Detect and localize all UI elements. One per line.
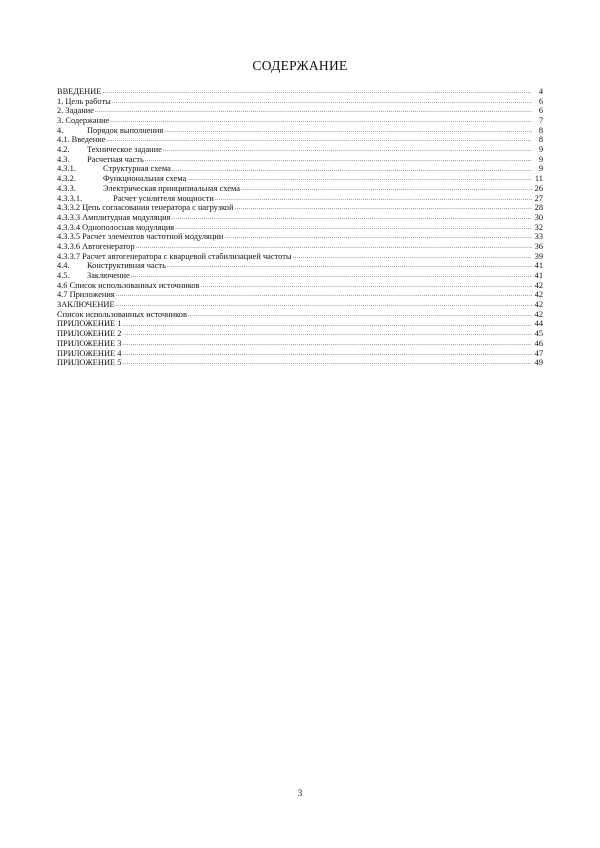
toc-leader-dots [167,261,532,271]
toc-leader-dots [187,174,532,184]
toc-entry[interactable] [57,213,543,223]
toc-leader-dots [172,165,532,175]
toc-entry[interactable] [57,261,543,271]
toc-entry-page: 30 [534,212,543,222]
toc-entry[interactable] [57,97,543,107]
toc-entry[interactable] [57,106,543,116]
toc-entry-page: 9 [538,154,543,164]
page-number: 3 [297,788,303,798]
toc-entry[interactable] [57,174,543,184]
toc-entry-number: 4.3.3. [57,183,76,193]
toc-leader-dots [175,223,532,233]
toc-entry-label: ПРИЛОЖЕНИЕ 3 [57,338,122,348]
toc-entry[interactable] [57,155,543,165]
toc-entry-page: 36 [534,242,543,251]
toc-entry-page: 44 [534,319,543,329]
toc-entry[interactable] [57,135,543,145]
toc-entry-label: 3. Содержание [57,116,110,126]
toc-entry[interactable] [57,349,543,359]
toc-entry-page: 32 [534,222,543,232]
toc-entry-number: 4.3.3.1. [57,193,83,203]
toc-entry-number: 4. [57,125,64,135]
toc-entry[interactable] [57,184,543,194]
toc-entry-page: 41 [534,271,543,281]
toc-entry-page: 9 [538,145,543,155]
toc-leader-dots [131,271,532,281]
toc-entry-label: Структурная схема [103,164,171,174]
toc-leader-dots [201,281,533,291]
toc-entry-label: ПРИЛОЖЕНИЕ 4 [57,348,122,358]
toc-entry-label: 4.3.3.6 Автогенератор [57,242,135,251]
toc-leader-dots [241,184,532,194]
toc-entry[interactable] [57,290,543,300]
toc-entry[interactable] [57,126,543,136]
toc-leader-dots [188,310,532,320]
toc-entry-label: 4.3.3.3 Амплитудная модуляция [57,212,171,222]
toc-entry-page: 42 [534,300,543,310]
toc-entry-number: 4.3.2. [57,174,76,184]
toc-entry-label: 4.1. Введение [57,135,106,145]
toc-entry-page: 33 [534,232,543,242]
toc-entry[interactable] [57,329,543,339]
page-title: СОДЕРЖАНИЕ [252,58,348,73]
toc-entry-label: 4.6 Список использованных источников [57,280,200,290]
toc-leader-dots [95,106,532,116]
toc-entry-label: 4.3.3.5 Расчет элементов частотной модуляции [57,232,224,242]
toc-entry-page: 4 [538,87,543,96]
toc-entry[interactable] [57,87,543,97]
toc-leader-dots [164,126,532,136]
toc-leader-dots [234,203,532,213]
toc-entry-page: 6 [538,96,543,106]
toc-leader-dots [112,97,532,107]
toc-entry-page: 6 [538,106,543,116]
toc-entry-label: Расчетная часть [87,154,144,164]
toc-entry-page: 49 [534,358,543,368]
toc-entry-label: ПРИЛОЖЕНИЕ 5 [57,358,122,368]
toc-leader-dots [106,135,532,145]
toc-entry[interactable] [57,252,543,262]
toc-entry[interactable] [57,223,543,233]
toc-entry-number: 4.3.1. [57,164,76,174]
toc-entry[interactable] [57,358,543,368]
toc-leader-dots [122,329,532,339]
toc-leader-dots [145,155,532,165]
toc-leader-dots [224,232,532,242]
toc-entry[interactable] [57,310,543,320]
toc-leader-dots [122,320,532,330]
toc-entry-label: 1. Цель работы [57,96,111,106]
toc-entry[interactable] [57,165,543,175]
toc-entry-page: 28 [534,203,543,213]
toc-entry-label: Заключение [87,271,130,281]
toc-entry-label: Конструктивная часть [87,261,166,271]
toc-entry-label: Функциональная схема [103,174,187,184]
toc-leader-dots [116,300,532,310]
toc-entry-number: 4.5. [57,271,70,281]
toc-entry[interactable] [57,271,543,281]
toc-leader-dots [122,339,532,349]
toc-leader-dots [293,252,532,262]
toc-entry-page: 42 [534,280,543,290]
toc-entry[interactable] [57,203,543,213]
toc-leader-dots [102,87,532,97]
toc-entry-label: 4.3.3.7 Расчет автогенератора с кварцевой стабилизацией частоты [57,251,292,261]
toc-entry-label: 4.3.3.2 Цепь согласования генератора с нагрузкой [57,203,234,213]
toc-entry-page: 27 [534,193,543,203]
toc-entry-page: 47 [534,348,543,358]
toc-entry-number: 4.2. [57,145,70,155]
toc-entry[interactable] [57,194,543,204]
toc-entry[interactable] [57,281,543,291]
toc-entry-label: 4.7 Приложения [57,290,115,300]
toc-entry[interactable] [57,116,543,126]
toc-leader-dots [122,349,532,359]
toc-entry[interactable] [57,242,543,252]
toc-entry-page: 39 [534,251,543,261]
toc-leader-dots [215,194,532,204]
toc-leader-dots [110,116,532,126]
toc-entry[interactable] [57,232,543,242]
toc-entry-page: 11 [534,174,543,184]
toc-entry-label: Техническое задание [87,145,162,155]
toc-entry-label: ЗАКЛЮЧЕНИЕ [57,300,115,310]
toc-entry[interactable] [57,300,543,310]
toc-entry[interactable] [57,339,543,349]
toc-entry-label: Электрическая принципиальная схема [103,183,240,193]
toc-entry[interactable] [57,320,543,330]
toc-entry-number: 4.4. [57,261,70,271]
toc-leader-dots [122,358,532,368]
toc-entry-page: 42 [534,309,543,319]
toc-entry-label: ПРИЛОЖЕНИЕ 2 [57,329,122,339]
toc-leader-dots [163,145,532,155]
toc-entry-label: ВВЕДЕНИЕ [57,87,102,96]
toc-entry-page: 8 [538,125,543,135]
toc-leader-dots [171,213,532,223]
toc-leader-dots [116,290,532,300]
toc-leader-dots [136,242,532,252]
toc-entry-label: Порядок выполнения [87,125,164,135]
toc-entry-label: Список использованных источников [57,309,187,319]
toc-entry-page: 41 [534,261,543,271]
toc-entry-label: 4.3.3.4 Однополосная модуляция [57,222,175,232]
toc-entry-number: 4.3. [57,154,70,164]
toc-entry-label: ПРИЛОЖЕНИЕ 1 [57,319,122,329]
toc-entry-label: Расчет усилителя мощности [113,193,214,203]
toc-entry-page: 7 [538,116,543,126]
toc-entry-page: 9 [538,164,543,174]
toc-entry-page: 42 [534,290,543,300]
toc-entry-page: 45 [534,329,543,339]
toc-entry-page: 46 [534,338,543,348]
toc-entry-label: 2. Задание [57,106,94,116]
table-of-contents [57,87,543,368]
toc-entry[interactable] [57,145,543,155]
toc-entry-page: 26 [534,183,543,193]
toc-entry-page: 8 [538,135,543,145]
